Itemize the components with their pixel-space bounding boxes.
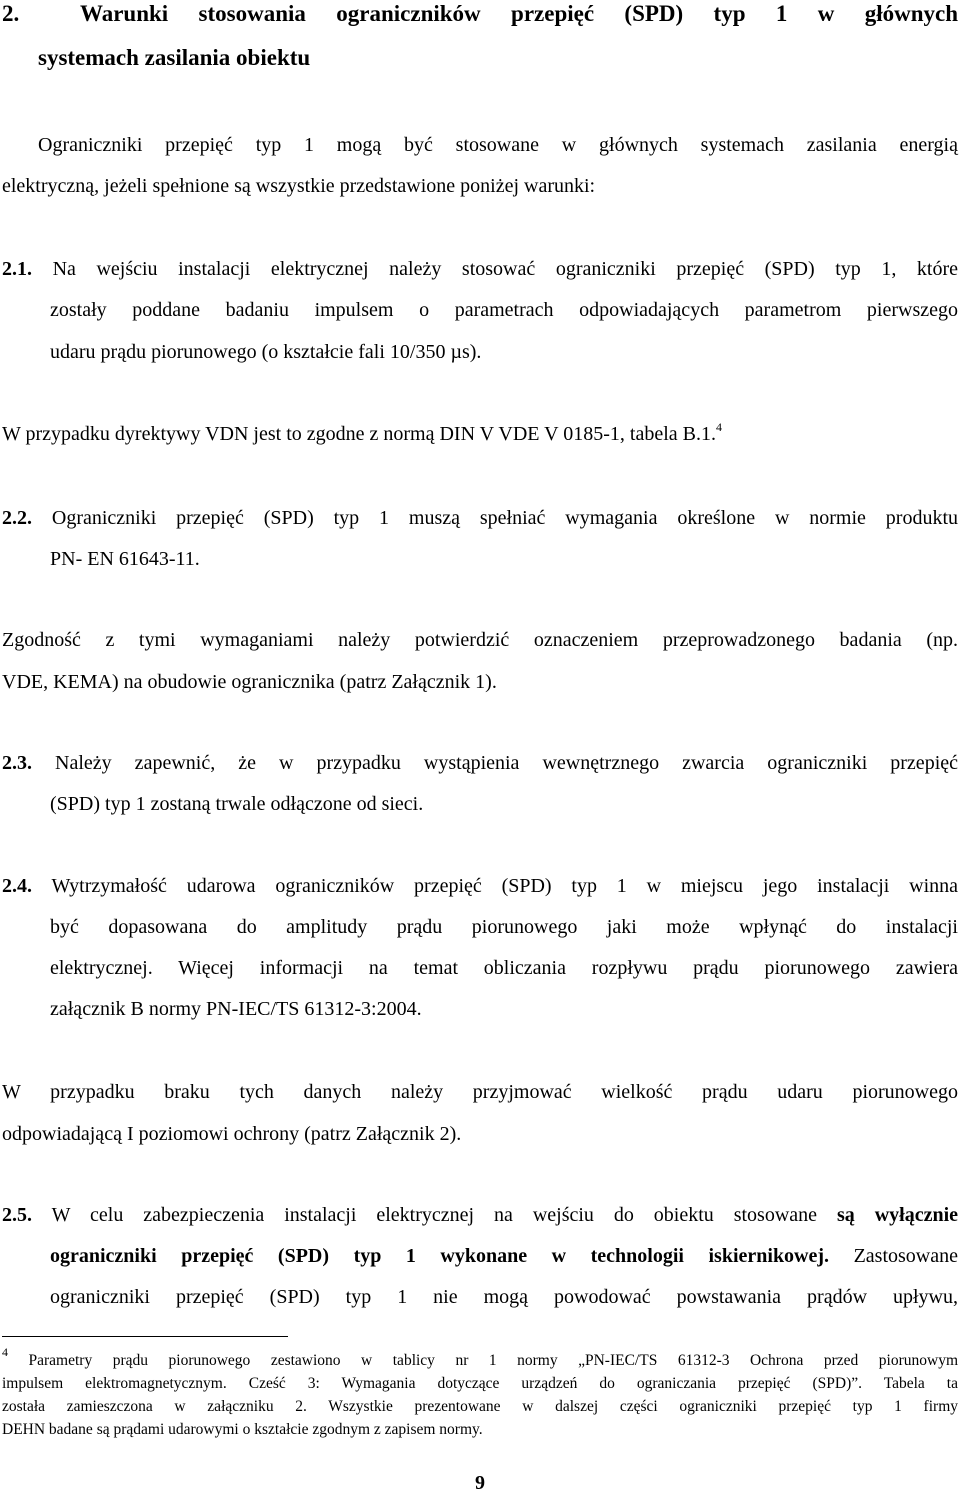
s25-line3: ograniczniki przepięć (SPD) typ 1 nie mogą powodować powstawania prądów upływu,	[50, 1286, 958, 1308]
s21-line1	[2, 257, 958, 281]
footnote-separator	[2, 1336, 288, 1337]
s24-line1	[2, 874, 958, 898]
s25-line2	[50, 1244, 958, 1268]
s25-text2b: ograniczniki przepięć (SPD) typ 1 wykonane w technologii iskiernikowej.	[50, 1245, 830, 1267]
s24-line2: być dopasowana do amplitudy prądu piorunowego jaki może wpłynąć do instalacji	[50, 916, 958, 938]
footnote-ref: 4	[715, 420, 722, 434]
footnote-mark: 4	[2, 1345, 8, 1359]
section-heading-line1	[2, 0, 958, 28]
s23-line2: (SPD) typ 1 zostaną trwale odłączone od sieci.	[50, 793, 424, 815]
s23-text1: Należy zapewnić, że w przypadku wystąpienia wewnętrznego zwarcia ograniczniki przepięć	[55, 752, 958, 774]
intro-line2: elektryczną, jeżeli spełnione są wszystkie przedstawione poniżej warunki:	[2, 175, 596, 197]
intro-line1: Ograniczniki przepięć typ 1 mogą być stosowane w głównych systemach zasilania energią	[38, 134, 958, 156]
s24-text1: Wytrzymałość udarowa ograniczników przepięć (SPD) typ 1 w miejscu jego instalacji winna	[51, 875, 959, 897]
section-heading-text: Warunki stosowania ograniczników przepięć (SPD) typ 1 w głównych	[79, 1, 958, 26]
footnote-line1	[2, 1345, 959, 1371]
section-heading-number: 2.	[2, 1, 20, 26]
footnote-text1: Parametry prądu piorunowego zestawiono w tablicy nr 1 normy „PN-IEC/TS 61312-3 Ochrona przed piorunowym	[28, 1352, 959, 1369]
s25-number: 2.5.	[2, 1204, 32, 1226]
zgodnosc-line2: VDE, KEMA) na obudowie ogranicznika (patrz Załącznik 1).	[2, 671, 497, 693]
s22-line2: PN- EN 61643-11.	[50, 548, 200, 570]
s21-number: 2.1.	[2, 258, 32, 280]
s21-line2: zostały poddane badaniu impulsem o parametrach odpowiadających parametrom pierwszego	[50, 299, 958, 321]
braku-line2: odpowiadającą I poziomowi ochrony (patrz Załącznik 2).	[2, 1123, 462, 1145]
zgodnosc-line1: Zgodność z tymi wymaganiami należy potwierdzić oznaczeniem przeprowadzonego badania (np.	[2, 629, 958, 651]
page-number: 9	[475, 1472, 485, 1494]
s22-number: 2.2.	[2, 507, 32, 529]
s21-line3: udaru prądu piorunowego (o kształcie fali 10/350 µs).	[50, 341, 482, 363]
footnote-line3: została zamieszczona w załączniku 2. Wszystkie prezentowane w dalszej części ograniczniki przepięć typ 1 firmy	[2, 1398, 958, 1415]
section-heading-line2: systemach zasilania obiektu	[38, 45, 311, 70]
footnote-line4: DEHN badane są prądami udarowymi o kształcie zgodnym z zapisem normy.	[2, 1421, 483, 1438]
s25-text1b: są wyłącznie	[836, 1204, 958, 1226]
s25-text2c: Zastosowane	[829, 1245, 958, 1267]
s21-text1: Na wejściu instalacji elektrycznej należy stosować ograniczniki przepięć (SPD) typ 1, które	[52, 258, 959, 280]
s24-line4: załącznik B normy PN-IEC/TS 61312-3:2004.	[50, 998, 422, 1020]
vdn-text: W przypadku dyrektywy VDN jest to zgodne z normą DIN V VDE V 0185-1, tabela B.1.	[2, 423, 716, 445]
braku-line1: W przypadku braku tych danych należy przyjmować wielkość prądu udaru piorunowego	[2, 1081, 958, 1103]
s23-number: 2.3.	[2, 752, 32, 774]
s22-line1	[2, 506, 958, 530]
s23-line1	[2, 751, 958, 775]
s24-line3: elektrycznej. Więcej informacji na temat obliczania rozpływu prądu piorunowego zawiera	[50, 957, 958, 979]
vdn-line	[2, 422, 722, 446]
footnote-line2: impulsem elektromagnetycznym. Cześć 3: Wymagania dotyczące urządzeń do ograniczania przepięć (SPD)”. Tabela ta	[2, 1375, 958, 1392]
s22-text1: Ograniczniki przepięć (SPD) typ 1 muszą spełniać wymagania określone w normie produktu	[51, 507, 958, 529]
s24-number: 2.4.	[2, 875, 32, 897]
s25-text1a: W celu zabezpieczenia instalacji elektrycznej na wejściu do obiektu stosowane	[51, 1204, 837, 1226]
s25-line1	[2, 1203, 958, 1227]
